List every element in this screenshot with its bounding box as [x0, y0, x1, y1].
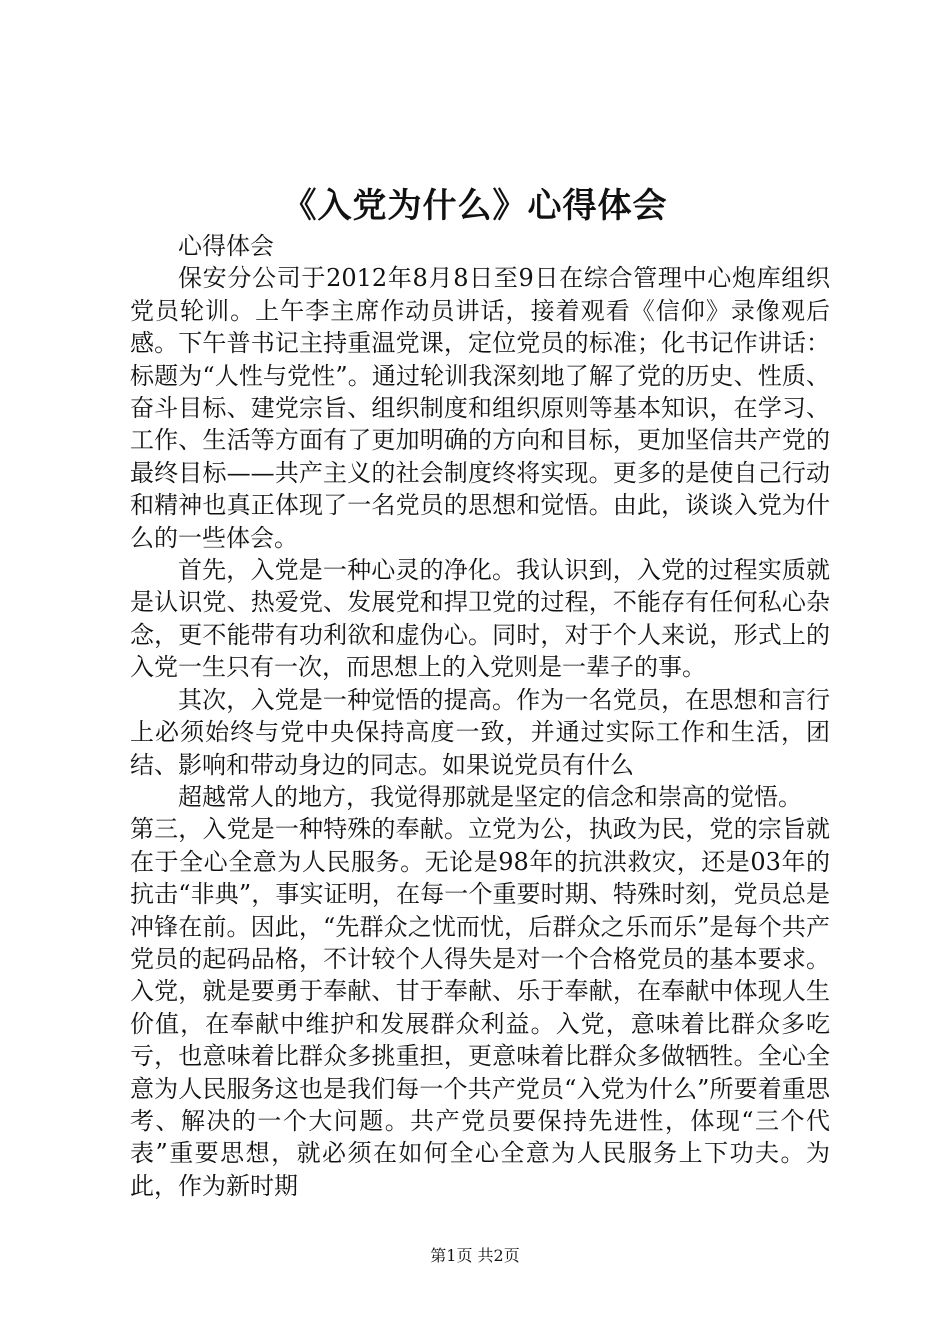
paragraph-first-point: 首先，入党是一种心灵的净化。我认识到，入党的过程实质就是认识党、热爱党、发展党和捍卫党的过程，不能存有任何私心杂念，更不能带有功利欲和虚伪心。同时，对于个人来说，形式上的入党一生只有一次，而思想上的入党则是一辈子的事。	[130, 556, 830, 682]
document-body	[130, 230, 830, 1202]
paragraph-heading: 心得体会	[178, 232, 274, 260]
paragraph-second-point-cont: 超越常人的地方，我觉得那就是坚定的信念和崇高的觉悟。	[178, 782, 802, 811]
paragraph-third-point: 第三，入党是一种特殊的奉献。立党为公，执政为民，党的宗旨就在于全心全意为人民服务。无论是98年的抗洪救灾，还是03年的抗击“非典”，事实证明，在每一个重要时期、特殊时刻，党员总是冲锋在前。因此，“先群众之忧而忧，后群众之乐而乐”是每个共产党员的起码品格，不计较个人得失是对一个合格党员的基本要求。入党，就是要勇于奉献、甘于奉献、乐于奉献，在奉献中体现人生价值，在奉献中维护和发展群众利益。入党，意味着比群众多吃亏，也意味着比群众多挑重担，更意味着比群众多做牺牲。全心全意为人民服务这也是我们每一个共产党员“入党为什么”所要着重思考、解决的一个大问题。共产党员要保持先进性，体现“三个代表”重要思想，就必须在如何全心全意为人民服务上下功夫。为此，作为新时期	[130, 815, 830, 1200]
document-title: 《入党为什么》心得体会	[282, 186, 668, 226]
page-footer: 第1页 共2页	[430, 1246, 520, 1265]
paragraph-intro: 保安分公司于2012年8月8日至9日在综合管理中心炮库组织党员轮训。上午李主席作动员讲话，接着观看《信仰》录像观后感。下午普书记主持重温党课，定位党员的标准；化书记作讲话：标题为“人性与党性”。通过轮训我深刻地了解了党的历史、性质、奋斗目标、建党宗旨、组织制度和组织原则等基本知识，在学习、工作、生活等方面有了更加明确的方向和目标，更加坚信共产党的最终目标——共产主义的社会制度终将实现。更多的是使自己行动和精神也真正体现了一名党员的思想和觉悟。由此，谈谈入党为什么的一些体会。	[130, 264, 830, 552]
paragraph-second-point: 其次，入党是一种觉悟的提高。作为一名党员，在思想和言行上必须始终与党中央保持高度一致，并通过实际工作和生活，团结、影响和带动身边的同志。如果说党员有什么	[130, 685, 830, 779]
